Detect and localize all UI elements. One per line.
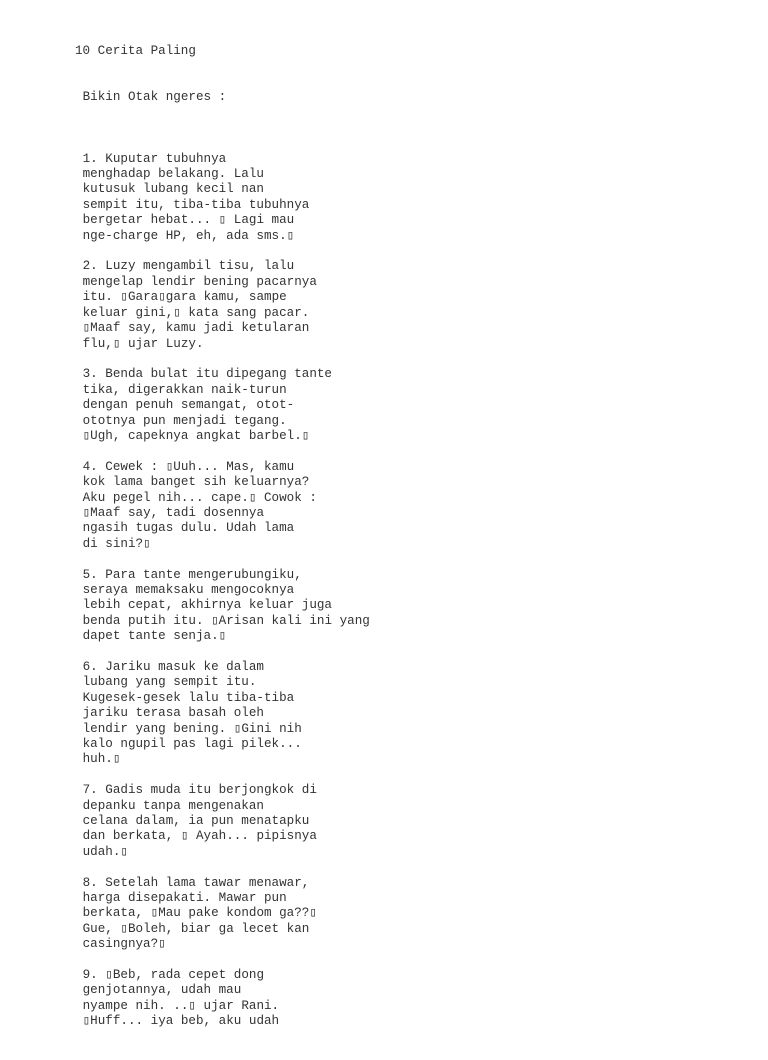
story-line: dapet tante senja.▯ [82,629,227,644]
story-item-3 [75,367,695,444]
story-line: 5. Para tante mengerubungiku, [82,567,302,582]
story-item-6 [75,660,695,768]
story-item-1 [75,152,695,244]
story-line: nyampe nih. ..▯ ujar Rani. [82,998,280,1013]
story-line: lebih cepat, akhirnya keluar juga [82,598,332,613]
story-line: 4. Cewek : ▯Uuh... Mas, kamu [82,459,295,474]
story-line: mengelap lendir bening pacarnya [82,274,317,289]
story-line: kok lama banget sih keluarnya? [82,475,310,490]
story-line: seraya memaksaku mengocoknya [82,582,295,597]
story-line: nge-charge HP, eh, ada sms.▯ [82,228,295,243]
story-item-8 [75,876,695,953]
story-line: kalo ngupil pas lagi pilek... [82,737,302,751]
story-line: casingnya?▯ [82,937,166,952]
story-line: 6. Jariku masuk ke dalam [82,659,264,674]
story-line: itu. ▯Gara▯gara kamu, sampe [82,290,287,305]
story-line: Kugesek-gesek lalu tiba-tiba [82,690,295,705]
story-item-5 [75,568,695,645]
story-line: sempit itu, tiba-tiba tubuhnya [82,197,310,212]
story-line: 9. ▯Beb, rada cepet dong [82,968,264,983]
story-item-4 [75,460,695,552]
story-line: kutusuk lubang kecil nan [82,182,264,197]
story-line: berkata, ▯Mau pake kondom ga??▯ [82,906,317,921]
story-line: ototnya pun menjadi tegang. [82,413,287,428]
story-item-9 [75,968,695,1030]
story-line: 8. Setelah lama tawar menawar, [82,875,310,890]
story-line: dan berkata, ▯ Ayah... pipisnya [82,829,317,844]
story-line: menghadap belakang. Lalu [82,167,264,182]
story-line: celana dalam, ia pun menatapku [82,814,310,829]
story-line: ngasih tugas dulu. Udah lama [82,521,295,536]
story-line: 7. Gadis muda itu berjongkok di [82,783,317,798]
story-line: bergetar hebat... ▯ Lagi mau [82,213,295,228]
story-line: lendir yang bening. ▯Gini nih [82,721,302,736]
story-line: 2. Luzy mengambil tisu, lalu [82,259,295,274]
story-line: Aku pegel nih... cape.▯ Cowok : [82,490,317,505]
story-line: ▯Ugh, capeknya angkat barbel.▯ [82,428,310,443]
story-line: ▯Maaf say, tadi dosennya [82,505,264,520]
story-line: flu,▯ ujar Luzy. [82,336,204,351]
story-line: harga disepakati. Mawar pun [82,891,287,906]
story-line: genjotannya, udah mau [82,983,242,998]
story-line: tika, digerakkan naik-turun [82,382,287,397]
story-line: huh.▯ [82,752,121,767]
story-line: keluar gini,▯ kata sang pacar. [82,305,310,320]
document-title-line-2: Bikin Otak ngeres : [82,90,227,105]
story-line: 3. Benda bulat itu dipegang tante [82,367,332,382]
story-item-2 [75,259,695,351]
story-line: benda putih itu. ▯Arisan kali ini yang [82,613,370,628]
document-body [75,13,695,1060]
document-title-line-1: 10 Cerita Paling [75,43,196,58]
story-line: ▯Huff... iya beb, aku udah [82,1014,280,1029]
story-item-7 [75,783,695,860]
story-line: di sini?▯ [82,536,151,551]
story-line: lubang yang sempit itu. [82,675,257,690]
story-line: jariku terasa basah oleh [82,706,264,721]
story-line: udah.▯ [82,844,128,859]
story-line: 1. Kuputar tubuhnya [82,151,227,166]
story-line: ▯Maaf say, kamu jadi ketularan [82,321,310,336]
story-line: dengan penuh semangat, otot- [82,398,295,413]
story-list [75,152,695,1030]
story-line: Gue, ▯Boleh, biar ga lecet kan [82,921,310,936]
story-line: depanku tanpa mengenakan [82,798,264,813]
